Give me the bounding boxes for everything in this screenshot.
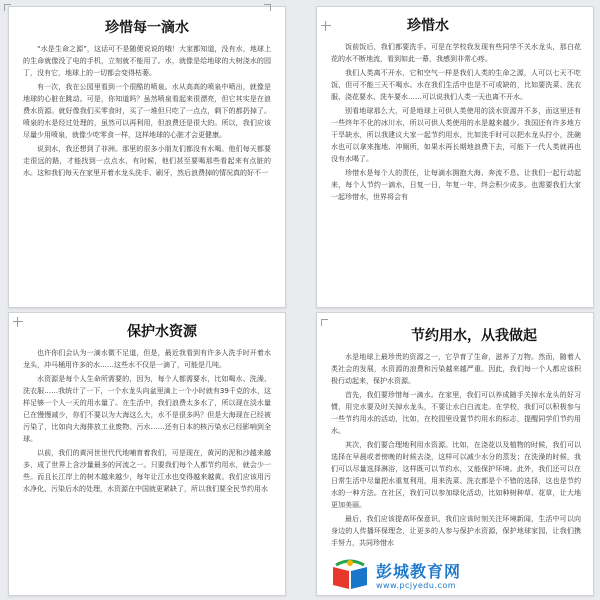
page-title: 珍惜每一滴水 [105, 20, 189, 36]
crop-mark-icon [4, 4, 11, 11]
paragraph: 饭前饭后，我们都要洗手。可是在学校我发现有些同学不关水龙头，那白花花的水不断地流，看到如此一幕，我感到非常心疼。 [331, 43, 581, 63]
paragraph: 最后，我们应该提高环保意识，我们应该时刻关注环境新闻，生活中可以向身边的人传播环保理念，让更多的人参与保护水资源，保护地球家园，让我们携手努力，共同珍惜水 [331, 515, 581, 547]
page-title: 节约用水，从我做起 [411, 328, 537, 344]
paragraph: 我们人类离不开水，它和空气一样是我们人类的生命之源，人可以七天不吃饭，但可不能三天不喝水。水在我们生活中也是不可或缺的，比如要洗菜、洗衣服、浇花要水、洗车要水……可以说我们人类一天也离不开水。 [331, 69, 581, 101]
paragraph: 水是地球上最珍贵的资源之一，它孕育了生命，滋养了万物。然而，随着人类社会的发展，水资源的浪费和污染越来越严重。因此，我们每一个人都应该积极行动起来，保护水资源。 [331, 353, 581, 385]
crop-mark-icon [321, 319, 328, 326]
watermark-site-name: 彭城教育网 [376, 561, 462, 581]
site-watermark [330, 556, 592, 592]
page-title: 保护水资源 [127, 324, 197, 340]
crop-mark-icon [264, 4, 271, 11]
paragraph: “水是生命之源”，这话可不是随便说说的哦！大家都知道，没有水，地球上的生命就像没了电的手机，立刻就不能用了。水，就像是给地球的大树浇水的园丁，没有它，地球上的一切都会变得枯萎。 [23, 45, 271, 77]
paragraph: 水资源是每个人生命所需要的，因为，每个人都需要水，比如喝水、洗澡、洗衣服……我统计了一下，一个水龙头向盆里滴上一个小时就有39千克的水，这样足够一个人一天的用水量了。在生活中，我们浪费太多水了，所以现在淡水量已在慢慢减少，你们不要以为大海这么大，水不是很多吗？但是大海现在已经被污染了，比如向大海排放工业废物、污水……还有日本的核污染水已经影响到全球。 [23, 375, 271, 443]
book-logo-icon [330, 557, 370, 591]
paragraph: 别看地球那么大，可是地球上可供人类使用的淡水资源并不多，而这里还有一些终年不化的冰川水，所以可供人类使用的水是越来越少。我国还有许多地方干旱缺水，所以我建议大家一起节约用水，比如洗手时可以把水龙头拧小，洗碗水也可以拿来拖地、冲厕所，如果水再长期地浪费下去，可能下一代人类就再也没有水喝了。 [331, 107, 581, 163]
paragraph: 首先，我们要珍惜每一滴水。在家里，我们可以养成随手关掉水龙头的好习惯，用完水要及时关掉水龙头，不要让水白白流走。在学校，我们可以积极参与一些节约用水的活动，比如，在校园里设置节约用水的标志，提醒同学们节约用水。 [331, 391, 581, 435]
paragraph: 以前，我们的黄河世世代代地哺育着我们，可是现在，黄河的泥和沙越来越多，成了世界上含沙量最多的河流之一。只要我们每个人都节约用水，就会少一些。而且长江岸上的树木越来越少，每年让江水也变得越来越黄。我们应该用污水净化、污染后水的处理，水资源在中国就更紧缺了，所以我们要全民节约用水 [23, 449, 271, 493]
paragraph: 有一次，我在公园里看到一个很酷的喷泉。水从高高的喷泉中喷出，就像是地球的心脏在跳动。可是，你知道吗？虽然喷泉看起来很漂亮，但它其实是在浪费水资源。就好像我们买零食时，买了一堆但只吃了一点点，剩下的都扔掉了。喷泉的水是经过处理的，虽然可以再利用，但浪费还是很大的。所以，我们应该尽量少用喷泉，就像少吃零食一样，这样地球的心脏才会更健康。 [23, 83, 271, 139]
page-title: 珍惜水 [407, 18, 449, 34]
document-page-3 [8, 312, 286, 596]
paragraph: 也许你们会认为一滴水微不足道，但是，最近我看到有许多人洗手时开着水龙头，冲马桶用许多的水……这些水不仅是一滴了，可能是几吨。 [23, 349, 271, 369]
document-page-2 [316, 6, 594, 308]
document-page-1 [8, 6, 286, 308]
move-handle-icon[interactable] [13, 317, 23, 327]
watermark-url: www.pcjyedu.com [376, 580, 457, 590]
paragraph: 珍惜水是每个人的责任，让每滴水拥抱大海、奔流不息。让我们一起行动起来，每个人节约一滴水，日复一日，年复一年，终会积少成多。也需要我们大家一起珍惜水，世界将会有 [331, 169, 581, 201]
move-handle-icon[interactable] [321, 21, 331, 31]
document-page-4 [316, 312, 594, 596]
paragraph: 其次，我们要合理地利用水资源。比如，在浇花以及植物的时候，我们可以选择在早晨或者傍晚的时候去浇，这样可以减少水分的蒸发；在洗澡的时候，我们可以尽量选择淋浴，这样既可以节约水，又能保护环境。此外，我们还可以在日常生活中尽量把水重复利用，用来洗菜、洗衣都是个不错的选择，这也是节约水的一种方法。在社区，我们可以参加绿化活动，比如种树种草、花草，让大地更加美丽。 [331, 441, 581, 509]
paragraph: 说到水，我还想到了非洲。那里的很多小朋友们都没有水喝。他们每天都要走很远的路，才能找到一点点水，有时候，他们甚至要喝那些看起来有点脏的水。这和我们每天在家里开着水龙头洗手、刷牙，然后浪费掉的情况真的好不一 [23, 145, 271, 177]
